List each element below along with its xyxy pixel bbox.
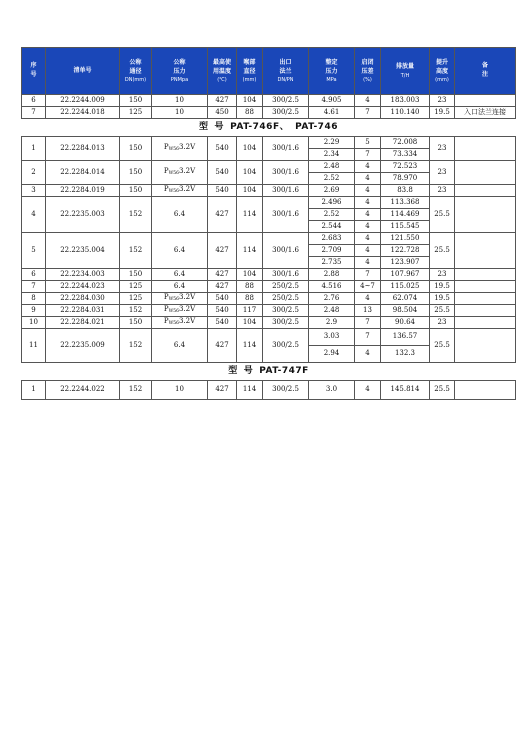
cell-blowdown: 7 (355, 107, 381, 119)
header-nominal-pressure: 公称 压力 PNMpa (152, 48, 208, 95)
cell-part-no: 22.2284.019 (46, 185, 120, 197)
table-row (22, 185, 516, 197)
cell-blowdown: 4~7 (355, 281, 381, 293)
cell-seq: 7 (22, 281, 46, 293)
cell-remark (455, 329, 516, 363)
header-set-pressure: 整定 压力 MPa (309, 48, 355, 95)
cell-lift: 25.5 (430, 197, 455, 233)
valve-spec-sheet (21, 47, 506, 400)
cell-pn: 10 (152, 381, 208, 400)
cell-set-pressure: 2.709 (309, 245, 355, 257)
cell-remark (455, 381, 516, 400)
cell-outlet: 300/1.6 (263, 137, 309, 161)
cell-blowdown: 4 (355, 245, 381, 257)
cell-outlet: 300/2.5 (263, 329, 309, 363)
cell-set-pressure: 2.94 (309, 346, 355, 363)
cell-seq: 5 (22, 233, 46, 269)
cell-pn: 6.4 (152, 269, 208, 281)
table-row (22, 95, 516, 107)
cell-remark: 入口法兰连接 (455, 107, 516, 119)
cell-discharge: 122.728 (381, 245, 430, 257)
cell-discharge: 73.334 (381, 149, 430, 161)
cell-temp: 427 (208, 329, 237, 363)
cell-remark (455, 293, 516, 305)
cell-blowdown: 13 (355, 305, 381, 317)
cell-blowdown: 4 (355, 293, 381, 305)
cell-remark (455, 317, 516, 329)
cell-remark (455, 185, 516, 197)
cell-set-pressure: 2.76 (309, 293, 355, 305)
cell-seq: 6 (22, 95, 46, 107)
header-outlet-flange: 出口 法兰 DN/PN (263, 48, 309, 95)
cell-lift: 23 (430, 161, 455, 185)
table-row (22, 329, 516, 346)
table-row (22, 161, 516, 173)
cell-temp: 427 (208, 233, 237, 269)
cell-throat: 114 (237, 329, 263, 363)
cell-temp: 540 (208, 317, 237, 329)
cell-blowdown: 4 (355, 233, 381, 245)
cell-outlet: 250/2.5 (263, 293, 309, 305)
cell-dn: 150 (120, 137, 152, 161)
cell-lift: 23 (430, 95, 455, 107)
cell-lift: 19.5 (430, 293, 455, 305)
cell-seq: 6 (22, 269, 46, 281)
cell-set-pressure: 4.516 (309, 281, 355, 293)
cell-blowdown: 4 (355, 221, 381, 233)
cell-throat: 114 (237, 233, 263, 269)
cell-part-no: 22.2284.031 (46, 305, 120, 317)
cell-part-no: 22.2284.021 (46, 317, 120, 329)
cell-remark (455, 269, 516, 281)
header-part-no: 清单号 (46, 48, 120, 95)
cell-pn: $P_{W56}3.2V$ (152, 161, 208, 185)
cell-part-no: 22.2234.003 (46, 269, 120, 281)
header-row (22, 48, 516, 95)
cell-discharge: 132.3 (381, 346, 430, 363)
section-heading-pat-746 (22, 119, 516, 137)
cell-lift: 25.5 (430, 329, 455, 363)
table-row (22, 281, 516, 293)
cell-seq: 3 (22, 185, 46, 197)
cell-pn: 10 (152, 95, 208, 107)
cell-discharge: 114.469 (381, 209, 430, 221)
cell-discharge: 72.523 (381, 161, 430, 173)
cell-remark (455, 281, 516, 293)
cell-remark (455, 161, 516, 185)
cell-seq: 2 (22, 161, 46, 185)
cell-set-pressure: 2.683 (309, 233, 355, 245)
cell-blowdown: 4 (355, 346, 381, 363)
cell-part-no: 22.2235.003 (46, 197, 120, 233)
cell-set-pressure: 3.0 (309, 381, 355, 400)
cell-lift: 19.5 (430, 107, 455, 119)
cell-throat: 88 (237, 281, 263, 293)
cell-set-pressure: 2.496 (309, 197, 355, 209)
cell-lift: 25.5 (430, 305, 455, 317)
cell-discharge: 183.003 (381, 95, 430, 107)
cell-pn: $P_{W56}3.2V$ (152, 305, 208, 317)
cell-dn: 152 (120, 305, 152, 317)
cell-set-pressure: 2.544 (309, 221, 355, 233)
header-max-temp: 最高使 用温度 (℃) (208, 48, 237, 95)
cell-outlet: 300/1.6 (263, 233, 309, 269)
table-row (22, 269, 516, 281)
cell-seq: 7 (22, 107, 46, 119)
header-seq: 序 号 (22, 48, 46, 95)
cell-blowdown: 4 (355, 197, 381, 209)
cell-part-no: 22.2284.030 (46, 293, 120, 305)
cell-temp: 427 (208, 281, 237, 293)
cell-discharge: 115.025 (381, 281, 430, 293)
cell-lift: 23 (430, 317, 455, 329)
section-title: 型 号 PAT-747F (22, 363, 516, 381)
cell-discharge: 136.57 (381, 329, 430, 346)
cell-set-pressure: 4.905 (309, 95, 355, 107)
cell-outlet: 300/2.5 (263, 305, 309, 317)
cell-pn: $P_{W56}3.2V$ (152, 317, 208, 329)
cell-dn: 150 (120, 161, 152, 185)
cell-outlet: 300/2.5 (263, 95, 309, 107)
cell-seq: 8 (22, 293, 46, 305)
cell-pn: 6.4 (152, 281, 208, 293)
cell-temp: 427 (208, 95, 237, 107)
cell-temp: 540 (208, 161, 237, 185)
cell-lift: 25.5 (430, 381, 455, 400)
table-row (22, 107, 516, 119)
cell-throat: 88 (237, 293, 263, 305)
cell-blowdown: 7 (355, 269, 381, 281)
cell-remark (455, 137, 516, 161)
table-row (22, 137, 516, 149)
cell-set-pressure: 2.48 (309, 161, 355, 173)
cell-seq: 1 (22, 137, 46, 161)
header-blowdown: 启闭 压差 (%) (355, 48, 381, 95)
cell-dn: 152 (120, 381, 152, 400)
cell-discharge: 121.550 (381, 233, 430, 245)
cell-blowdown: 4 (355, 95, 381, 107)
cell-part-no: 22.2244.023 (46, 281, 120, 293)
cell-discharge: 83.8 (381, 185, 430, 197)
cell-discharge: 115.545 (381, 221, 430, 233)
cell-temp: 540 (208, 185, 237, 197)
cell-discharge: 72.008 (381, 137, 430, 149)
cell-part-no: 22.2235.009 (46, 329, 120, 363)
cell-lift: 19.5 (430, 281, 455, 293)
header-lift: 提升 高度 (mm) (430, 48, 455, 95)
header-throat-diameter: 喉部 直径 (mm) (237, 48, 263, 95)
cell-throat: 114 (237, 381, 263, 400)
cell-outlet: 300/1.6 (263, 161, 309, 185)
cell-throat: 117 (237, 305, 263, 317)
cell-throat: 88 (237, 107, 263, 119)
table-row (22, 197, 516, 209)
cell-set-pressure: 3.03 (309, 329, 355, 346)
cell-outlet: 300/2.5 (263, 381, 309, 400)
cell-temp: 427 (208, 197, 237, 233)
header-nominal-size: 公称 通径 DN(mm) (120, 48, 152, 95)
cell-throat: 104 (237, 137, 263, 161)
cell-dn: 152 (120, 233, 152, 269)
cell-blowdown: 5 (355, 137, 381, 149)
cell-lift: 23 (430, 185, 455, 197)
cell-blowdown: 4 (355, 185, 381, 197)
cell-outlet: 300/2.5 (263, 107, 309, 119)
cell-lift: 25.5 (430, 233, 455, 269)
cell-remark (455, 95, 516, 107)
cell-discharge: 110.140 (381, 107, 430, 119)
cell-set-pressure: 4.61 (309, 107, 355, 119)
cell-dn: 150 (120, 95, 152, 107)
cell-throat: 104 (237, 185, 263, 197)
cell-temp: 427 (208, 269, 237, 281)
cell-pn: 6.4 (152, 329, 208, 363)
cell-part-no: 22.2235.004 (46, 233, 120, 269)
cell-discharge: 123.907 (381, 257, 430, 269)
cell-discharge: 78.970 (381, 173, 430, 185)
cell-set-pressure: 2.735 (309, 257, 355, 269)
section-heading-pat-747f (22, 363, 516, 381)
cell-pn: $P_{W56}3.2V$ (152, 293, 208, 305)
cell-outlet: 300/1.6 (263, 269, 309, 281)
cell-dn: 150 (120, 317, 152, 329)
cell-dn: 150 (120, 185, 152, 197)
cell-dn: 125 (120, 107, 152, 119)
cell-outlet: 300/1.6 (263, 197, 309, 233)
cell-seq: 4 (22, 197, 46, 233)
cell-outlet: 300/2.5 (263, 317, 309, 329)
cell-seq: 9 (22, 305, 46, 317)
header-discharge: 排放量 T/H (381, 48, 430, 95)
cell-remark (455, 233, 516, 269)
cell-pn: 6.4 (152, 197, 208, 233)
cell-throat: 104 (237, 317, 263, 329)
cell-set-pressure: 2.88 (309, 269, 355, 281)
cell-discharge: 62.074 (381, 293, 430, 305)
cell-blowdown: 7 (355, 329, 381, 346)
header-remarks: 备 注 (455, 48, 516, 95)
cell-blowdown: 4 (355, 161, 381, 173)
cell-temp: 540 (208, 293, 237, 305)
cell-remark (455, 305, 516, 317)
cell-part-no: 22.2244.022 (46, 381, 120, 400)
cell-set-pressure: 2.69 (309, 185, 355, 197)
valve-spec-table (21, 47, 516, 400)
table-row (22, 381, 516, 400)
cell-part-no: 22.2244.009 (46, 95, 120, 107)
cell-blowdown: 4 (355, 257, 381, 269)
cell-dn: 150 (120, 269, 152, 281)
table-row (22, 317, 516, 329)
cell-outlet: 250/2.5 (263, 281, 309, 293)
cell-set-pressure: 2.34 (309, 149, 355, 161)
cell-set-pressure: 2.9 (309, 317, 355, 329)
cell-pn: $P_{W56}3.2V$ (152, 185, 208, 197)
section-title: 型 号 PAT-746F、 PAT-746 (22, 119, 516, 137)
cell-remark (455, 197, 516, 233)
cell-blowdown: 7 (355, 317, 381, 329)
cell-part-no: 22.2284.013 (46, 137, 120, 161)
cell-set-pressure: 2.52 (309, 209, 355, 221)
cell-blowdown: 7 (355, 149, 381, 161)
cell-discharge: 107.967 (381, 269, 430, 281)
table-row (22, 233, 516, 245)
cell-throat: 104 (237, 269, 263, 281)
cell-set-pressure: 2.52 (309, 173, 355, 185)
cell-dn: 125 (120, 293, 152, 305)
cell-seq: 11 (22, 329, 46, 363)
cell-pn: 6.4 (152, 233, 208, 269)
cell-seq: 10 (22, 317, 46, 329)
cell-part-no: 22.2244.018 (46, 107, 120, 119)
cell-outlet: 300/1.6 (263, 185, 309, 197)
cell-set-pressure: 2.29 (309, 137, 355, 149)
cell-dn: 125 (120, 281, 152, 293)
cell-temp: 450 (208, 107, 237, 119)
cell-pn: 10 (152, 107, 208, 119)
cell-discharge: 145.814 (381, 381, 430, 400)
cell-dn: 152 (120, 329, 152, 363)
cell-blowdown: 4 (355, 381, 381, 400)
cell-temp: 540 (208, 305, 237, 317)
cell-temp: 427 (208, 381, 237, 400)
cell-temp: 540 (208, 137, 237, 161)
cell-blowdown: 4 (355, 209, 381, 221)
cell-throat: 104 (237, 95, 263, 107)
cell-discharge: 98.504 (381, 305, 430, 317)
cell-blowdown: 4 (355, 173, 381, 185)
cell-throat: 104 (237, 161, 263, 185)
table-row (22, 293, 516, 305)
cell-discharge: 90.64 (381, 317, 430, 329)
cell-part-no: 22.2284.014 (46, 161, 120, 185)
table-row (22, 305, 516, 317)
cell-set-pressure: 2.48 (309, 305, 355, 317)
cell-discharge: 113.368 (381, 197, 430, 209)
cell-pn: $P_{W56}3.2V$ (152, 137, 208, 161)
cell-dn: 152 (120, 197, 152, 233)
cell-lift: 23 (430, 137, 455, 161)
cell-seq: 1 (22, 381, 46, 400)
cell-lift: 23 (430, 269, 455, 281)
cell-throat: 114 (237, 197, 263, 233)
